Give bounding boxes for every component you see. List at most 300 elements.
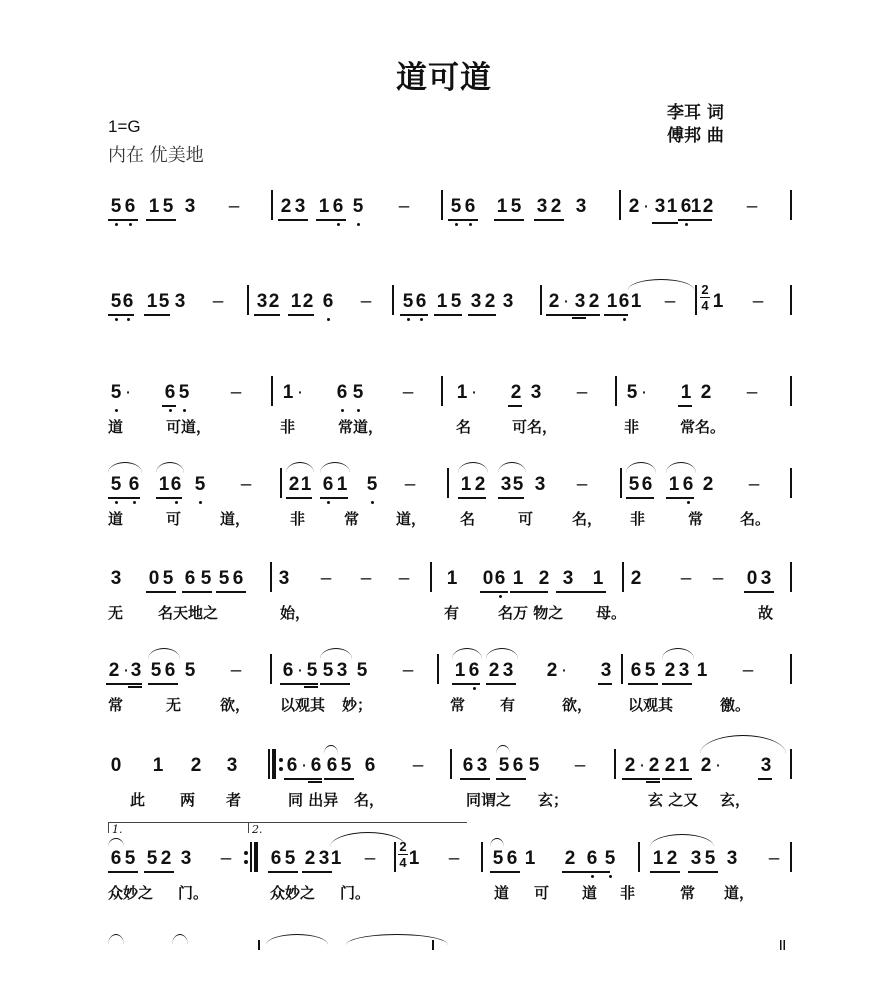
note: 6 [630, 660, 642, 681]
note: 5 [644, 660, 656, 681]
lyric-word: 众妙之 [108, 884, 154, 902]
barline [432, 940, 434, 950]
slur-mark [172, 934, 188, 945]
note: 1 [146, 291, 158, 312]
barline [481, 842, 483, 872]
lyric-word: 无 [166, 696, 182, 714]
note: 6 [512, 755, 524, 776]
barline [621, 654, 623, 684]
note: 5 [492, 848, 504, 869]
slur-mark [490, 838, 504, 847]
lyric-word: 非 [280, 418, 296, 436]
barline [790, 468, 792, 498]
repeat-barline [254, 842, 258, 872]
beam-underline [182, 591, 212, 593]
slur-mark [662, 648, 694, 659]
note: 2 [564, 848, 576, 869]
note: 6 [641, 474, 653, 495]
note: 5 [628, 474, 640, 495]
beam-underline [546, 314, 600, 316]
note: 5 [512, 474, 524, 495]
lyric-word: 名 [460, 510, 476, 528]
note: 1 [496, 196, 508, 217]
note: 6 [270, 848, 282, 869]
lyrics-line [0, 602, 888, 624]
note: 2 [702, 196, 714, 217]
dot-augment: · [296, 382, 304, 403]
octave-dot-below [115, 501, 118, 504]
note: 2 [664, 660, 676, 681]
barline [270, 654, 272, 684]
beam-underline [604, 314, 628, 316]
lyric-word: 玄， [720, 791, 751, 809]
beam-underline [572, 317, 586, 319]
note: 0 [110, 755, 122, 776]
beam-underline [320, 497, 348, 499]
lyric-word: 常 [450, 696, 466, 714]
barline [441, 376, 443, 406]
lyric-word: 玄 之又 [648, 791, 699, 809]
beam-underline [448, 219, 478, 221]
beam-underline [106, 683, 142, 685]
note: 3 [502, 291, 514, 312]
beam-underline [254, 314, 280, 316]
barline [790, 654, 792, 684]
barline [447, 468, 449, 498]
beam-underline [284, 778, 322, 780]
lyric-word: 可 [166, 510, 182, 528]
beam-underline [156, 497, 182, 499]
octave-dot-below [127, 318, 130, 321]
note: 3 [678, 660, 690, 681]
dot-augment: · [124, 382, 132, 403]
lyric-word: 无 [108, 604, 124, 622]
beam-underline [678, 219, 712, 221]
beam-underline [662, 683, 692, 685]
slur-mark [156, 462, 184, 473]
lyric-word: 可 [518, 510, 534, 528]
beam-underline [320, 683, 350, 685]
beam-underline [308, 781, 322, 783]
dash-sustain: – [360, 291, 372, 312]
lyric-word: 常 [108, 696, 124, 714]
octave-dot-below [469, 223, 472, 226]
note: 3 [654, 196, 666, 217]
slur-mark [498, 462, 526, 473]
beam-underline [434, 314, 462, 316]
barline [450, 749, 452, 779]
lyric-word: 道 [582, 884, 598, 902]
note: 2 [268, 291, 280, 312]
note: 5 [110, 196, 122, 217]
note: 3 [110, 568, 122, 589]
note: 1 [712, 291, 724, 312]
barline [790, 562, 792, 592]
beam-underline [678, 405, 692, 407]
note: 6 [336, 382, 348, 403]
volta-bracket [108, 822, 249, 836]
note: 2 [550, 196, 562, 217]
note: 1 [330, 848, 342, 869]
beam-underline [556, 591, 606, 593]
lyric-word: 欲， [220, 696, 251, 714]
note: 6 [164, 660, 176, 681]
note: 1 [606, 291, 618, 312]
beam-underline [288, 314, 314, 316]
composer: 傅邦 曲 [667, 126, 724, 146]
repeat-dot [279, 767, 283, 771]
barline [270, 562, 272, 592]
note: 3 [130, 660, 142, 681]
beam-underline [400, 314, 428, 316]
barline [271, 376, 273, 406]
octave-dot-below [371, 501, 374, 504]
note: 5 [184, 660, 196, 681]
dot-augment: · [470, 382, 478, 403]
note: 5 [322, 660, 334, 681]
note: 3 [226, 755, 238, 776]
note: 1 [456, 382, 468, 403]
dash-sustain: – [230, 660, 242, 681]
credits [667, 102, 724, 148]
dot-augment: · [122, 660, 130, 681]
note: 6 [586, 848, 598, 869]
slur-mark [320, 648, 352, 659]
dash-sustain: – [748, 474, 760, 495]
barline [790, 749, 792, 779]
beam-underline [146, 219, 176, 221]
note: 1 [158, 474, 170, 495]
beam-underline [460, 778, 490, 780]
lyric-word: 门。 [340, 884, 371, 902]
dash-sustain: – [448, 848, 460, 869]
note: 3 [562, 568, 574, 589]
note: 1 [282, 382, 294, 403]
beam-underline [490, 871, 520, 873]
note: 5 [450, 196, 462, 217]
beam-underline [496, 778, 526, 780]
beam-underline [758, 778, 772, 780]
note: 5 [110, 474, 122, 495]
note: 2 [484, 291, 496, 312]
lyric-word: 道， [220, 510, 251, 528]
note: 2 [624, 755, 636, 776]
beam-underline [628, 683, 658, 685]
octave-dot-below [591, 875, 594, 878]
slur-mark [108, 838, 124, 847]
octave-dot-below [357, 223, 360, 226]
beam-underline [316, 219, 346, 221]
octave-dot-below [341, 409, 344, 412]
lyrics-line [0, 789, 888, 811]
note: 2 [304, 848, 316, 869]
beam-underline [148, 683, 178, 685]
note: 6 [122, 291, 134, 312]
lyric-word: 同谓之 [466, 791, 512, 809]
lyric-word: 非 [290, 510, 306, 528]
note: 6 [462, 755, 474, 776]
barline [790, 376, 792, 406]
lyric-word: 名万 物之 [498, 604, 564, 622]
lyric-word: 常 [688, 510, 704, 528]
lyric-word: 道， [724, 884, 755, 902]
note: 1 [290, 291, 302, 312]
barline [247, 285, 249, 315]
note: 1 [300, 474, 312, 495]
note: 3 [690, 848, 702, 869]
barline [437, 654, 439, 684]
note: 3 [575, 196, 587, 217]
beam-underline [128, 686, 142, 688]
note: 2 [474, 474, 486, 495]
slur-mark [650, 834, 714, 847]
beam-underline [534, 219, 564, 221]
beam-underline [510, 591, 548, 593]
slur-mark [496, 745, 510, 754]
lyric-word: 道 [108, 510, 124, 528]
lyric-word: 常名。 [680, 418, 726, 436]
barline [540, 285, 542, 315]
octave-dot-below [115, 223, 118, 226]
note: 3 [760, 755, 772, 776]
lyric-word: 者 [226, 791, 242, 809]
lyric-word: 名天地之 [158, 604, 219, 622]
octave-dot-below [499, 595, 502, 598]
note: 5 [146, 848, 158, 869]
note: 5 [450, 291, 462, 312]
dash-sustain: – [320, 568, 332, 589]
repeat-dot [244, 860, 248, 864]
barline [615, 376, 617, 406]
octave-dot-below [183, 409, 186, 412]
dot-augment: · [714, 755, 722, 776]
note: 6 [310, 755, 322, 776]
time-signature-2-4: 2 4 [701, 282, 709, 313]
note: 3 [336, 660, 348, 681]
note: 6 [464, 196, 476, 217]
beam-underline [302, 871, 332, 873]
note: 5 [200, 568, 212, 589]
note: 5 [124, 848, 136, 869]
beam-underline [144, 314, 170, 316]
beam-underline [598, 683, 612, 685]
note: 3 [500, 474, 512, 495]
note: 1 [690, 196, 702, 217]
note: 6 [322, 291, 334, 312]
octave-dot-below [199, 501, 202, 504]
slur-mark [266, 934, 328, 945]
note: 6 [506, 848, 518, 869]
note: 6 [232, 568, 244, 589]
dash-sustain: – [742, 660, 754, 681]
barline [614, 749, 616, 779]
note: 1 [152, 755, 164, 776]
beam-underline [666, 497, 694, 499]
beam-underline [646, 781, 660, 783]
note: 1 [408, 848, 420, 869]
note: 1 [666, 196, 678, 217]
tempo-marking: 内在 优美地 [108, 145, 204, 166]
barline [271, 190, 273, 220]
slur-mark [628, 279, 694, 290]
lyrics-line [0, 416, 888, 438]
lyric-word: 可名， [512, 418, 558, 436]
note: 6 [322, 474, 334, 495]
dash-sustain: – [404, 474, 416, 495]
barline [622, 562, 624, 592]
note: 1 [460, 474, 472, 495]
octave-dot-below [357, 409, 360, 412]
note: 2 [702, 474, 714, 495]
note: 2 [488, 660, 500, 681]
lyric-word: 欲， [562, 696, 593, 714]
note: 2 [510, 382, 522, 403]
note: 3 [318, 848, 330, 869]
note: 6 [680, 196, 692, 217]
note: 5 [356, 660, 368, 681]
note: 3 [574, 291, 586, 312]
note: 5 [218, 568, 230, 589]
lyric-word: 常道， [338, 418, 384, 436]
note: 2 [630, 568, 642, 589]
octave-dot-below [115, 318, 118, 321]
lyric-word: 名， [354, 791, 385, 809]
beam-underline [744, 591, 774, 593]
note: 2 [700, 755, 712, 776]
lyric-word: 有 [444, 604, 460, 622]
note: 3 [530, 382, 542, 403]
note: 1 [436, 291, 448, 312]
note: 6 [468, 660, 480, 681]
note: 5 [158, 291, 170, 312]
barline [430, 562, 432, 592]
dash-sustain: – [576, 474, 588, 495]
beam-underline [498, 497, 524, 499]
beam-underline [108, 314, 134, 316]
slur-mark [700, 735, 786, 754]
lyric-word: 玄； [538, 791, 569, 809]
dash-sustain: – [220, 848, 232, 869]
dash-sustain: – [576, 382, 588, 403]
note: 3 [534, 474, 546, 495]
note: 0 [482, 568, 494, 589]
lyric-word: 门。 [178, 884, 209, 902]
note: 1 [318, 196, 330, 217]
note: 6 [110, 848, 122, 869]
note: 2 [538, 568, 550, 589]
dash-sustain: – [574, 755, 586, 776]
note: 5 [162, 196, 174, 217]
lyric-word: 名 [456, 418, 472, 436]
note: 6 [494, 568, 506, 589]
note: 6 [286, 755, 298, 776]
octave-dot-below [327, 318, 330, 321]
note: 5 [110, 382, 122, 403]
beam-underline [468, 314, 496, 316]
beam-underline [144, 871, 174, 873]
note: 1 [652, 848, 664, 869]
octave-dot-below [473, 687, 476, 690]
beam-underline [304, 686, 318, 688]
barline [392, 285, 394, 315]
dot-augment: · [562, 291, 570, 312]
barline [619, 190, 621, 220]
lyric-word: 以观其 [280, 696, 326, 714]
note: 6 [124, 196, 136, 217]
lyric-word: 同 出异 [288, 791, 339, 809]
note: 3 [726, 848, 738, 869]
note: 5 [352, 382, 364, 403]
note: 1 [696, 660, 708, 681]
note: 6 [618, 291, 630, 312]
dash-sustain: – [768, 848, 780, 869]
note: 3 [184, 196, 196, 217]
lyric-word: 可 [534, 884, 550, 902]
slur-mark [320, 462, 350, 473]
beam-underline [278, 219, 308, 221]
dash-sustain: – [402, 660, 414, 681]
note: 0 [746, 568, 758, 589]
dash-sustain: – [228, 196, 240, 217]
beam-underline [108, 871, 138, 873]
lyrics-line [0, 508, 888, 530]
beam-underline [452, 683, 480, 685]
note: 6 [184, 568, 196, 589]
dash-sustain: – [364, 848, 376, 869]
dash-sustain: – [402, 382, 414, 403]
note: 2 [190, 755, 202, 776]
beam-underline [662, 778, 692, 780]
lyric-word: 名。 [740, 510, 771, 528]
dot-augment: · [296, 660, 304, 681]
beam-underline [108, 219, 138, 221]
barline [790, 842, 792, 872]
note: 6 [326, 755, 338, 776]
note: 5 [528, 755, 540, 776]
beam-underline [562, 871, 610, 873]
octave-dot-below [115, 409, 118, 412]
slur-mark [666, 462, 696, 473]
note: 5 [402, 291, 414, 312]
note: 3 [294, 196, 306, 217]
slur-mark [108, 934, 124, 945]
beam-underline [108, 497, 140, 499]
lyric-word: 道 [494, 884, 510, 902]
dash-sustain: – [746, 196, 758, 217]
lyric-word: 故 [758, 604, 774, 622]
beam-underline [486, 683, 516, 685]
note: 1 [524, 848, 536, 869]
note: 1 [668, 474, 680, 495]
lyric-word: 此 [130, 791, 146, 809]
octave-dot-below [407, 318, 410, 321]
note: 5 [704, 848, 716, 869]
beam-underline [650, 871, 680, 873]
note: 2 [108, 660, 120, 681]
octave-dot-below [169, 409, 172, 412]
barline [790, 285, 792, 315]
note: 6 [282, 660, 294, 681]
note: 3 [278, 568, 290, 589]
lyric-word: 可道， [166, 418, 212, 436]
note: 1 [680, 382, 692, 403]
beam-underline [324, 778, 354, 780]
beam-underline [162, 405, 176, 407]
repeat-barline [268, 749, 270, 779]
dash-sustain: – [412, 755, 424, 776]
note: 6 [128, 474, 140, 495]
note: 0 [148, 568, 160, 589]
